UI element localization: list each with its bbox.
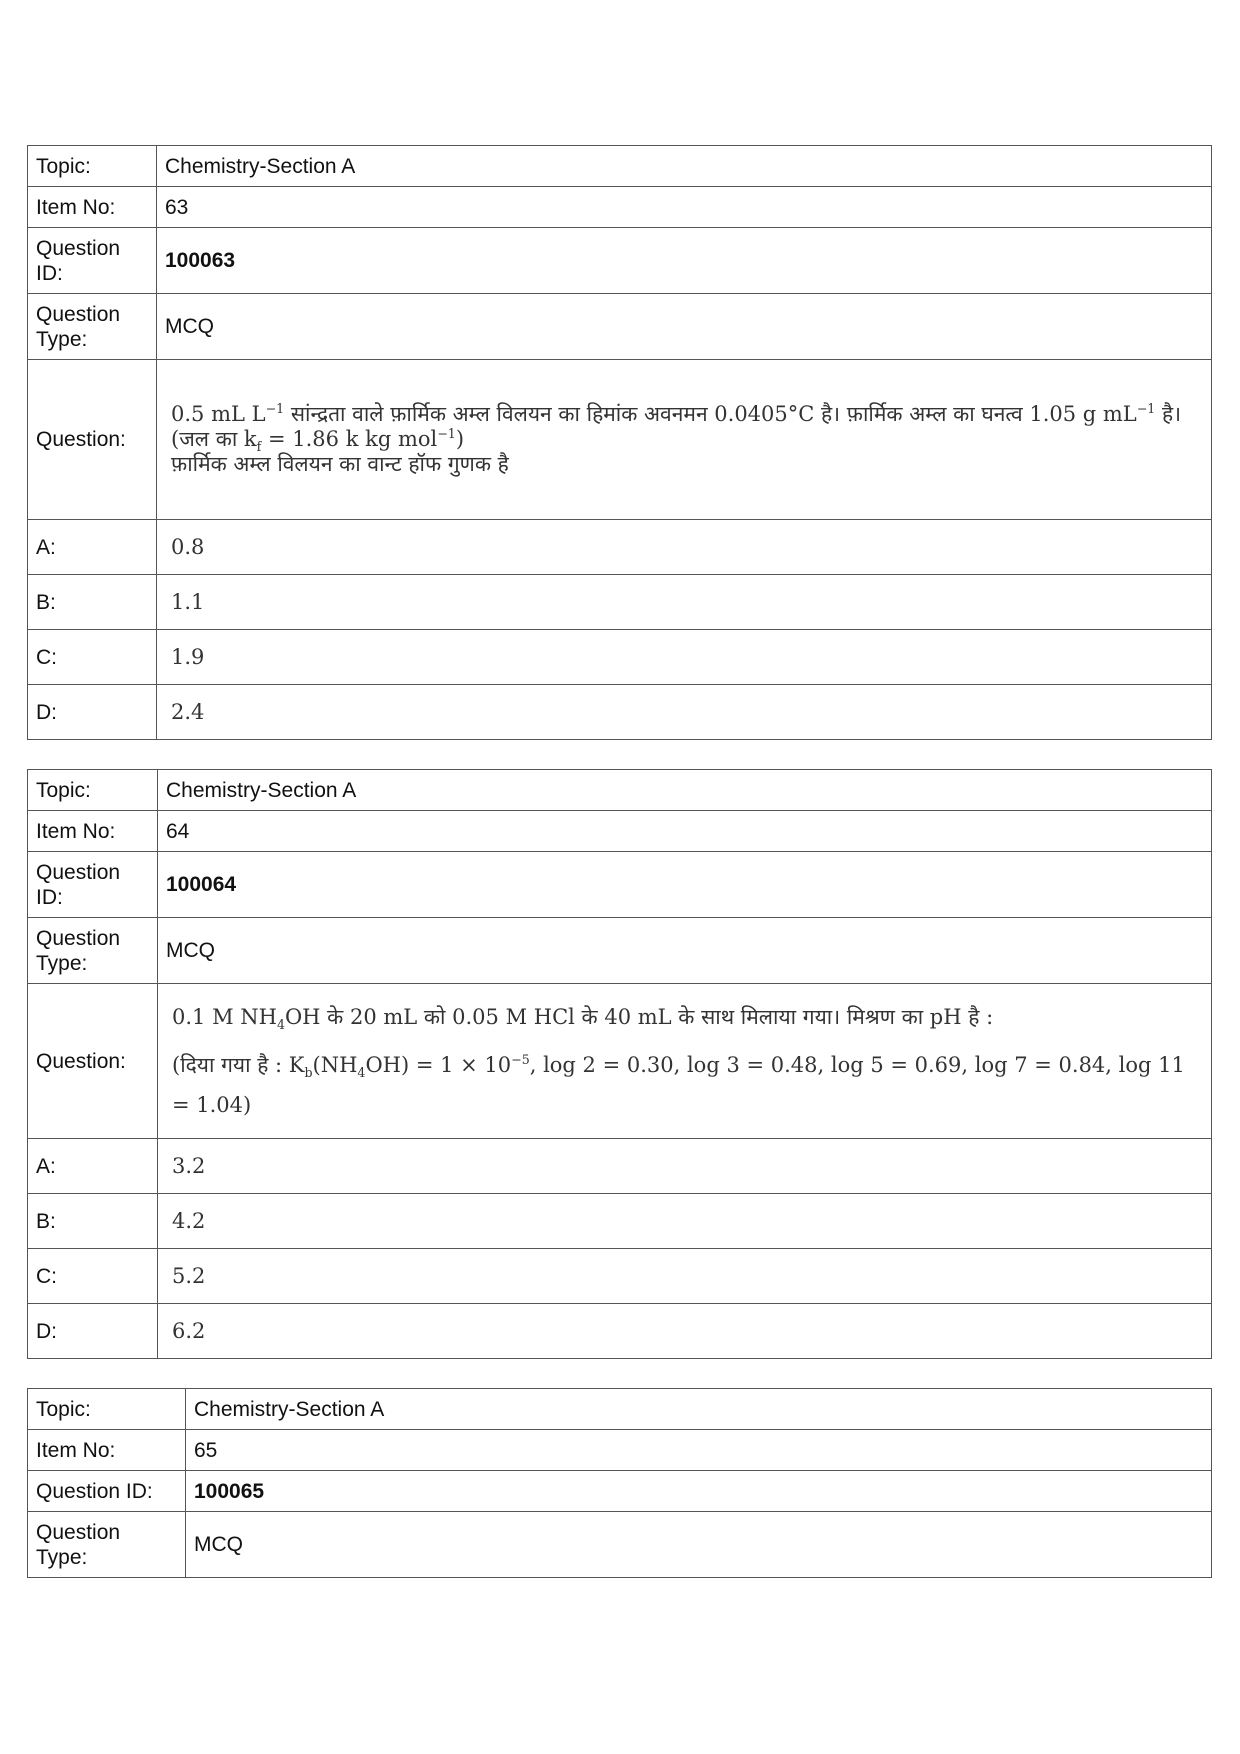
option-row-d	[28, 685, 1212, 740]
option-row-d	[28, 1304, 1212, 1359]
option-d-label: D:	[28, 685, 157, 740]
item-no-row	[28, 187, 1212, 228]
question-table-63	[27, 145, 1212, 740]
option-row-b	[28, 1194, 1212, 1249]
option-a-label: A:	[28, 520, 157, 575]
question-id-row	[28, 1471, 1212, 1512]
question-type-row	[28, 1512, 1212, 1578]
option-row-a	[28, 520, 1212, 575]
question-label: Question:	[28, 984, 158, 1139]
option-d-label: D:	[28, 1304, 158, 1359]
item-no-value: 64	[158, 811, 1212, 852]
option-b-value: 4.2	[158, 1194, 1212, 1249]
question-row	[28, 984, 1212, 1139]
option-a-label: A:	[28, 1139, 158, 1194]
question-row	[28, 360, 1212, 520]
topic-label: Topic:	[28, 146, 157, 187]
option-row-a	[28, 1139, 1212, 1194]
question-id-value: 100063	[157, 228, 1212, 294]
option-row-b	[28, 575, 1212, 630]
option-b-label: B:	[28, 575, 157, 630]
item-no-label: Item No:	[28, 1430, 186, 1471]
option-row-c	[28, 630, 1212, 685]
topic-label: Topic:	[28, 770, 158, 811]
question-table-65	[27, 1388, 1212, 1578]
question-type-label-line2: Type:	[36, 327, 88, 351]
question-type-value: MCQ	[157, 294, 1212, 360]
question-type-value: MCQ	[186, 1512, 1212, 1578]
question-id-label	[28, 852, 158, 918]
option-c-value: 1.9	[157, 630, 1212, 685]
option-a-value: 3.2	[158, 1139, 1212, 1194]
question-text	[158, 984, 1212, 1139]
question-id-row	[28, 852, 1212, 918]
question-type-label-line2: Type:	[36, 1545, 88, 1569]
question-id-row	[28, 228, 1212, 294]
question-id-value: 100064	[158, 852, 1212, 918]
question-id-label	[28, 228, 157, 294]
option-b-value: 1.1	[157, 575, 1212, 630]
question-type-label-line1: Question	[36, 926, 121, 950]
question-id-label: Question ID:	[28, 1471, 186, 1512]
question-type-row	[28, 918, 1212, 984]
question-type-label-line2: Type:	[36, 951, 88, 975]
question-text	[157, 360, 1212, 520]
item-no-label: Item No:	[28, 187, 157, 228]
item-no-label: Item No:	[28, 811, 158, 852]
option-c-label: C:	[28, 1249, 158, 1304]
question-line-1: 0.5 mL $L^{-1}$ सांन्द्रता वाले फ़ार्मिक अम्ल विलयन का हिमांक अवनमन 0.0405°C है। फ़ार्मिक अम्ल का घनत्व 1.05 g $mL^{-1}$ है। (जल का $k_f = 1.86$ k kg mol$^{-1}$)	[171, 401, 1182, 455]
topic-label: Topic:	[28, 1389, 186, 1430]
question-type-value: MCQ	[158, 918, 1212, 984]
topic-row	[28, 146, 1212, 187]
question-type-label-line1: Question	[36, 1520, 121, 1544]
question-line-2: फ़ार्मिक अम्ल विलयन का वान्ट हॉफ गुणक है	[171, 452, 509, 476]
question-table-64	[27, 769, 1212, 1359]
item-no-value: 65	[186, 1430, 1212, 1471]
option-c-label: C:	[28, 630, 157, 685]
option-d-value: 2.4	[157, 685, 1212, 740]
question-type-label	[28, 1512, 186, 1578]
item-no-row	[28, 811, 1212, 852]
topic-value: Chemistry-Section A	[186, 1389, 1212, 1430]
topic-row	[28, 1389, 1212, 1430]
question-id-label-line1: Question	[36, 236, 121, 260]
question-line-2: (दिया गया है : $K_b(NH_4OH) = 1 \times 10^{-5}$, log 2 = 0.30, log 3 = 0.48, log 5 = 0.69, log 7 = 0.84, log 11 = 1.04)	[172, 1052, 1185, 1117]
option-a-value: 0.8	[157, 520, 1212, 575]
topic-value: Chemistry-Section A	[157, 146, 1212, 187]
question-id-label-line1: Question	[36, 860, 121, 884]
question-line-1: 0.1 M $NH_4OH$ के 20 mL को 0.05 M HCl के 40 mL के साथ मिलाया गया। मिश्रण का pH है :	[172, 1005, 994, 1033]
question-type-label	[28, 918, 158, 984]
option-b-label: B:	[28, 1194, 158, 1249]
question-type-label	[28, 294, 157, 360]
question-label: Question:	[28, 360, 157, 520]
question-id-label-line2: ID:	[36, 261, 63, 285]
question-type-label-line1: Question	[36, 302, 121, 326]
option-c-value: 5.2	[158, 1249, 1212, 1304]
option-row-c	[28, 1249, 1212, 1304]
topic-value: Chemistry-Section A	[158, 770, 1212, 811]
topic-row	[28, 770, 1212, 811]
question-id-value: 100065	[186, 1471, 1212, 1512]
question-type-row	[28, 294, 1212, 360]
item-no-value: 63	[157, 187, 1212, 228]
item-no-row	[28, 1430, 1212, 1471]
option-d-value: 6.2	[158, 1304, 1212, 1359]
question-id-label-line2: ID:	[36, 885, 63, 909]
